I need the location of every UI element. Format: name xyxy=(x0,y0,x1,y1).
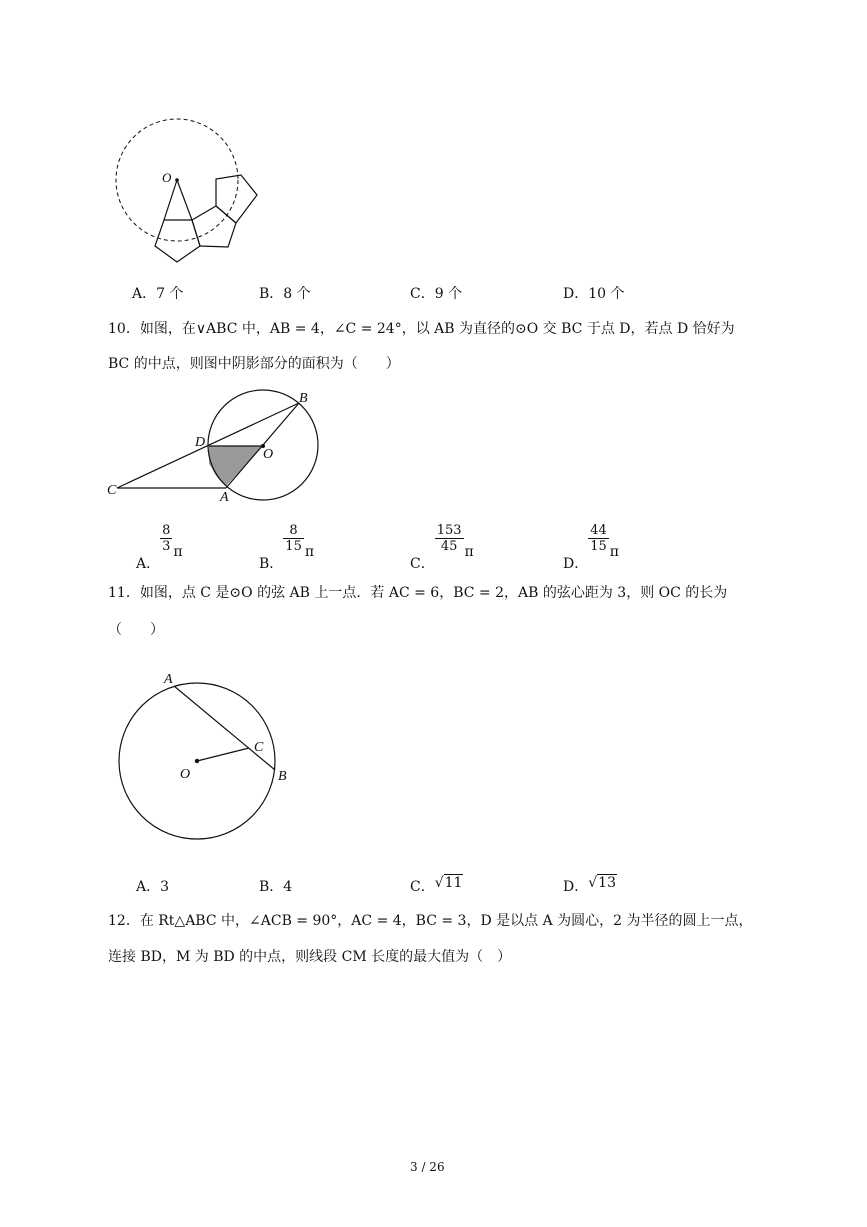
numerator: 8 xyxy=(162,523,171,538)
option-letter: D． xyxy=(563,556,589,572)
q11-stem-line1: 11．如图，点 C 是⊙O 的弦 AB 上一点．若 AC = 6，BC = 2，AB 的弦心距为 3，则 OC 的长为 xyxy=(108,585,728,601)
sqrt-symbol: √11 xyxy=(434,875,463,891)
q9-option-b[interactable]: B．8 个 xyxy=(259,286,311,302)
option-value: 4 xyxy=(283,879,293,895)
q10-option-c[interactable] xyxy=(410,523,474,573)
denominator: 45 xyxy=(440,539,458,554)
label-C: C xyxy=(107,483,117,498)
label-O: O xyxy=(162,170,172,185)
chord-AB xyxy=(174,686,275,770)
q11-option-c[interactable] xyxy=(410,872,463,895)
q10-option-b[interactable] xyxy=(259,523,314,573)
label-B: B xyxy=(278,769,287,784)
option-letter: A． xyxy=(136,556,161,572)
q9-option-c[interactable]: C．9 个 xyxy=(410,286,463,302)
radicand: 13 xyxy=(598,875,616,891)
q10-option-d[interactable] xyxy=(563,523,619,573)
label-D: D xyxy=(195,435,206,450)
segment-OC xyxy=(197,748,249,761)
q10-option-a[interactable] xyxy=(136,523,183,573)
q10-figure xyxy=(105,388,330,508)
denominator: 3 xyxy=(162,539,171,554)
q11-option-a[interactable] xyxy=(136,876,169,896)
label-C: C xyxy=(254,740,264,755)
q11-option-d[interactable] xyxy=(563,872,617,895)
fraction xyxy=(588,523,609,554)
pentagon-chain xyxy=(155,175,257,262)
q11-stem-line2: （ ） xyxy=(108,622,164,638)
segment-CB xyxy=(117,403,299,488)
q10-stem-line1: 10．如图，在∨ABC 中，AB = 4，∠C = 24°，以 AB 为直径的⊙O 交 BC 于点 D，若点 D 恰好为 xyxy=(108,321,735,337)
q10-stem-line2: BC 的中点，则图中阴影部分的面积为（ ） xyxy=(108,356,400,372)
numerator: 8 xyxy=(283,523,304,539)
option-letter: B． xyxy=(259,556,284,572)
label-B: B xyxy=(299,391,308,406)
numerator: 153 xyxy=(436,523,462,538)
option-letter: A． xyxy=(136,879,161,895)
label-A: A xyxy=(220,490,229,505)
pi-symbol: π xyxy=(304,544,315,560)
label-O: O xyxy=(263,447,274,462)
q12-stem-line2: 连接 BD，M 为 BD 的中点，则线段 CM 长度的最大值为（ ） xyxy=(108,949,512,965)
q9-option-d[interactable]: D．10 个 xyxy=(563,286,625,302)
sqrt-symbol: √13 xyxy=(588,875,616,891)
option-letter: B． xyxy=(259,879,284,895)
pi-symbol: π xyxy=(464,544,474,560)
q11-figure xyxy=(110,668,300,843)
fraction xyxy=(160,523,172,554)
option-letter: C． xyxy=(410,879,435,895)
q11-option-b[interactable] xyxy=(259,876,292,896)
option-value: 3 xyxy=(160,879,170,895)
q9-figure xyxy=(110,125,270,270)
denominator: 15 xyxy=(590,539,607,554)
page-number: 3 / 26 xyxy=(410,1160,445,1174)
radicand: 11 xyxy=(444,875,463,891)
pi-symbol: π xyxy=(173,544,183,560)
label-A: A xyxy=(164,672,173,687)
q12-stem-line1: 12．在 Rt△ABC 中，∠ACB = 90°，AC = 4，BC = 3，D 是以点 A 为圆心，2 为半径的圆上一点， xyxy=(108,913,753,929)
point-O xyxy=(195,759,199,763)
pi-symbol: π xyxy=(609,544,619,560)
center-point-O xyxy=(175,178,179,182)
fraction xyxy=(435,523,464,554)
numerator: 44 xyxy=(590,523,607,538)
label-O: O xyxy=(180,767,191,782)
denominator: 15 xyxy=(285,539,302,554)
fraction xyxy=(283,523,304,554)
option-letter: D． xyxy=(563,879,589,895)
option-letter: C． xyxy=(410,556,435,572)
q9-option-a[interactable]: A．7 个 xyxy=(132,286,184,302)
